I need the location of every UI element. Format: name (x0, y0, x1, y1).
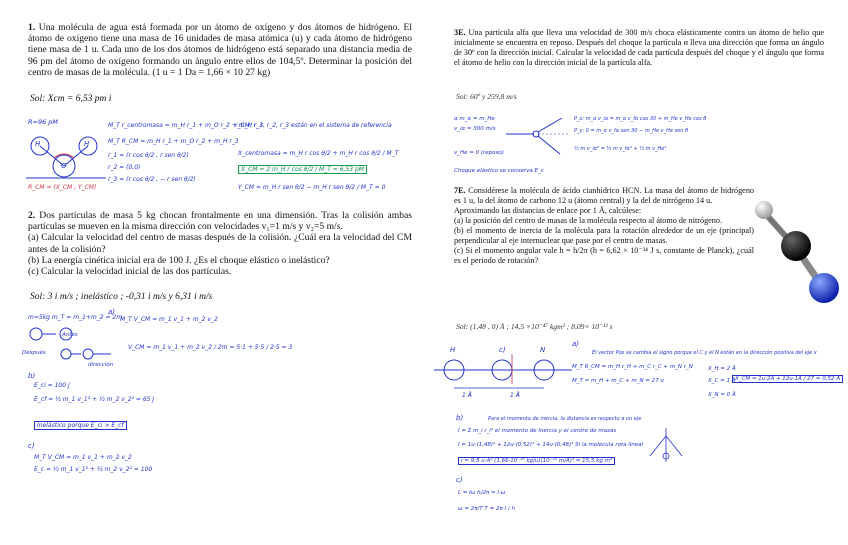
note-7-b0: Para el momento de inercia, la distancia es respecto a un eje (488, 416, 642, 422)
note-3-a3: v_He = 0 (reposo) (454, 150, 504, 156)
note-3-a2: v_iα = 300 m/s (454, 126, 496, 132)
note-2-b1: E_ci = 100 J (34, 382, 70, 389)
note-2-m: m=5kg m_T = m_1+m_2 = 2m (28, 314, 123, 321)
problem-2-part-b: (b) La energía cinética inicial era de 100 J. ¿Es el choque elástico o inelástico? (28, 254, 330, 266)
note-h2: H (84, 140, 90, 148)
note-2-a: a) (108, 308, 116, 316)
note-7-xn: X_N = 0 Å (708, 392, 736, 398)
problem-2 (28, 210, 412, 277)
note-3-e2: P_y: 0 = m_α v_fα sen 30 − m_He v_He sen θ (574, 128, 689, 134)
note-h1: H (35, 140, 41, 148)
problem-2-text: Dos partículas de masa 5 kg chocan frontalmente en una dimensión. Tras la colisión ambas partículas se mueven en la misma dirección con velocidades v₁=1 m/s y v₂=5 m/s. (28, 210, 412, 233)
problem-7e-part-a: (a) la posición del centro de masas de la molécula respecto al átomo de nitrógeno. (454, 216, 723, 225)
note-ycm: Y_CM = m_H r sen θ/2 − m_H r sen θ/2 / M_T = 0 (238, 184, 386, 191)
carbon-atom (781, 231, 811, 261)
note-rcm-eq: r_CM, r_1, r_2, r_3 están en el sistema de referencia (235, 122, 392, 129)
note-2-a1: M_T V_CM = m_1 v_1 + m_2 v_2 (120, 316, 218, 323)
problem-2-part-c: (c) Calcular la velocidad inicial de las dos partículas. (28, 266, 232, 278)
problem-7e-part-c: (c) Si el momento angular vale h = h/2π (h = 6,62 × 10⁻³⁴ J s, constante de Planck), ¿cuál es el periodo de rotación? (454, 246, 754, 265)
note-7-a2: M_T R_CM = m_H r_H + m_C r_C + m_N r_N (572, 364, 693, 370)
hydrogen-atom (755, 201, 773, 219)
note-7-d1: 1 Å (462, 392, 472, 399)
note-7-c2: ω = 2π/T T = 2π I / h (458, 506, 515, 512)
note-rcm: R_CM = (X_CM , Y_CM) (28, 184, 97, 191)
problem-7e-part-b: (b) el momento de inercia de la molécula para la rotación alrededor de un eje (principal) perpendicular al eje internuclear que pase por el centro de masas. (454, 226, 754, 245)
note-xres: X_CM = 2 m_H r cos θ/2 / M_T = 6,53 pM (238, 166, 367, 173)
note-7-c-label: c) (456, 476, 463, 484)
problem-3e-number: 3E. (454, 28, 466, 37)
note-mt: M_T r_centromasa = m_H r_1 + m_O r_2 + m_H r_3 (108, 122, 264, 129)
note-2-dir: dirección (88, 362, 114, 368)
problem-1-text: Una molécula de agua está formada por un átomo de oxígeno y dos átomos de hidrógeno. El átomo de oxígeno tiene una masa de 16 unidades de masa atómica (u) y cada átomo de hidrógeno tiene masa de 1 u. Cada uno de los dos átomos de hidrógeno está separado una distancia media de 96 pm del átomo de oxígeno formando un ángulo entre ellos de 104,5º. Determinar la posición del centro de masas de la molécula. (1 u = 1 Da = 1,66 × 10 27 kg) (28, 22, 412, 78)
note-r: R=96 pM (28, 118, 59, 126)
problem-2-number: 2. (28, 210, 36, 221)
problem-1-number: 1. (28, 22, 36, 33)
problem-2-part-a: (a) Calcular la velocidad del centro de masas después de la colisión. ¿Cuál era la velocidad del CM antes de la colisión? (28, 232, 412, 255)
note-2-b2: E_cf = ½ m_1 v_1² + ½ m_2 v_2² = 65 J (34, 396, 155, 403)
note-7-c: c) (499, 346, 506, 354)
right-column (424, 0, 848, 545)
hcn-molecule-model (752, 190, 842, 320)
note-7-h: H (450, 346, 456, 354)
nitrogen-atom (809, 273, 839, 303)
note-7-a: a) (572, 340, 580, 348)
note-3-e1: P_x: m_α v_iα = m_α v_fα cos 30 + m_He v_He cos θ (574, 116, 707, 122)
note-2-antes: Antes (62, 332, 78, 338)
note-7-b3: I = 9,5 u·Å² (1,66·10⁻²⁷ kg/u)(10⁻¹⁰ m/Å)² = 15,5 kg m² (458, 458, 615, 464)
note-2-c1: M_T V_CM = m_1 v_1 + m_2 v_2 (34, 454, 132, 461)
note-2-a2: V_CM = m_1 v_1 + m_2 v_2 / 2m = 5·1 + 5·5 / 2·5 = 3 (128, 344, 293, 351)
note-2-c2: E_c = ½ m_1 v_1² + ½ m_2 v_2² = 100 (34, 466, 153, 473)
problem-7e-text-2: Aproximando las distancias de enlace por 1 Å, calcúlese: (454, 206, 642, 215)
note-xc: X_centromasa = m_H r cos θ/2 + m_H r cos θ/2 / M_T (238, 150, 399, 157)
problem-3e-text: Una partícula alfa que lleva una velocidad de 300 m/s choca elásticamente contra un átomo de helio que inicialmente se encuentra en reposo. Después del choque la partícula α lleva una dirección que forma un ángulo de 30º con la dirección inicial. Calcular la velocidad de cada partícula después del choque y el ángulo que forma el átomo de helio con la dirección inicial de la partícula alfa. (454, 28, 824, 67)
problem-7e (454, 186, 754, 266)
note-r3: r_3 = (r cos θ/2 , − r sen θ/2) (108, 176, 196, 183)
note-7-b: b) (456, 414, 464, 422)
note-3-a4: Choque elástico se conserva E_c (454, 168, 544, 174)
note-7-b1: I = Σ m_i r_i² el momento de inercia y el centro de masas (458, 428, 617, 434)
collision-sketch (26, 324, 116, 364)
note-2-b3: Inelástico porque E_ci > E_cf (34, 422, 127, 429)
alpha-collision-sketch (504, 112, 574, 162)
note-7-xc: X_C = 1 Å (708, 378, 736, 384)
note-2-c: c) (28, 442, 35, 450)
note-mt2: M_T R_CM = m_H r_1 + m_O r_2 + m_H r_3 (108, 138, 239, 145)
note-2-b: b) (28, 372, 36, 380)
problem-3e (454, 28, 824, 68)
note-3-e3: ½ m v_iα² = ½ m v_fα² + ½ m v_He² (574, 146, 667, 152)
problem-7e-text: Considérese la molécula de ácido cianhídrico HCN. La masa del átomo de hidrógeno es 1 u, la del átomo de carbono 12 u (átomo central) y la del de nitrógeno 14 u. (454, 186, 755, 205)
problem-7e-solution: Sol: (1,48 , 0) Å ; 14,5 ×10⁻⁴⁷ kgm² ; 8,09× 10⁻¹² s (456, 322, 613, 331)
note-3-a1: α m_α = m_He (454, 116, 495, 122)
note-r2: r_2 = (0,0) (108, 164, 141, 171)
note-o: O (61, 162, 67, 170)
problem-3e-solution: Sol: 60º y 259,8 m/s (456, 92, 517, 101)
note-7-a1: El vector Pos se cambia el signo porque el C y el N están en la dirección positiva del eje x (592, 350, 817, 356)
rotation-axis-sketch (646, 426, 686, 466)
note-2-despues: Después (22, 350, 46, 356)
problem-7e-number: 7E. (454, 186, 466, 195)
problem-2-solution: Sol: 3 i m/s ; inelástico ; -0,31 i m/s y 6,31 i m/s (30, 292, 213, 302)
note-7-c1: L = Iω h/2π = I·ω (458, 490, 506, 496)
note-7-a3: M_T = m_H + m_C + m_N = 27 u (572, 378, 664, 384)
note-r1: r_1 = (r cos θ/2 , r sen θ/2) (108, 152, 189, 159)
note-7-xcm: X_CM = 1u·2Å + 12u·1Å / 27 = 0,52 Å (732, 376, 843, 382)
hcn-axis-sketch (434, 350, 574, 400)
water-molecule-sketch (24, 126, 114, 186)
problem-1-solution: Sol: Xcm = 6,53 pm i (30, 94, 112, 104)
note-7-xh: X_H = 2 Å (708, 366, 736, 372)
note-7-d2: 1 Å (510, 392, 520, 399)
note-7-n: N (540, 346, 546, 354)
note-7-b2: I = 1u·(1,48)² + 12u·(0,52)² + 14u·(0,48)² Si la molécula rota lineal (458, 442, 644, 448)
problem-1 (28, 22, 412, 78)
